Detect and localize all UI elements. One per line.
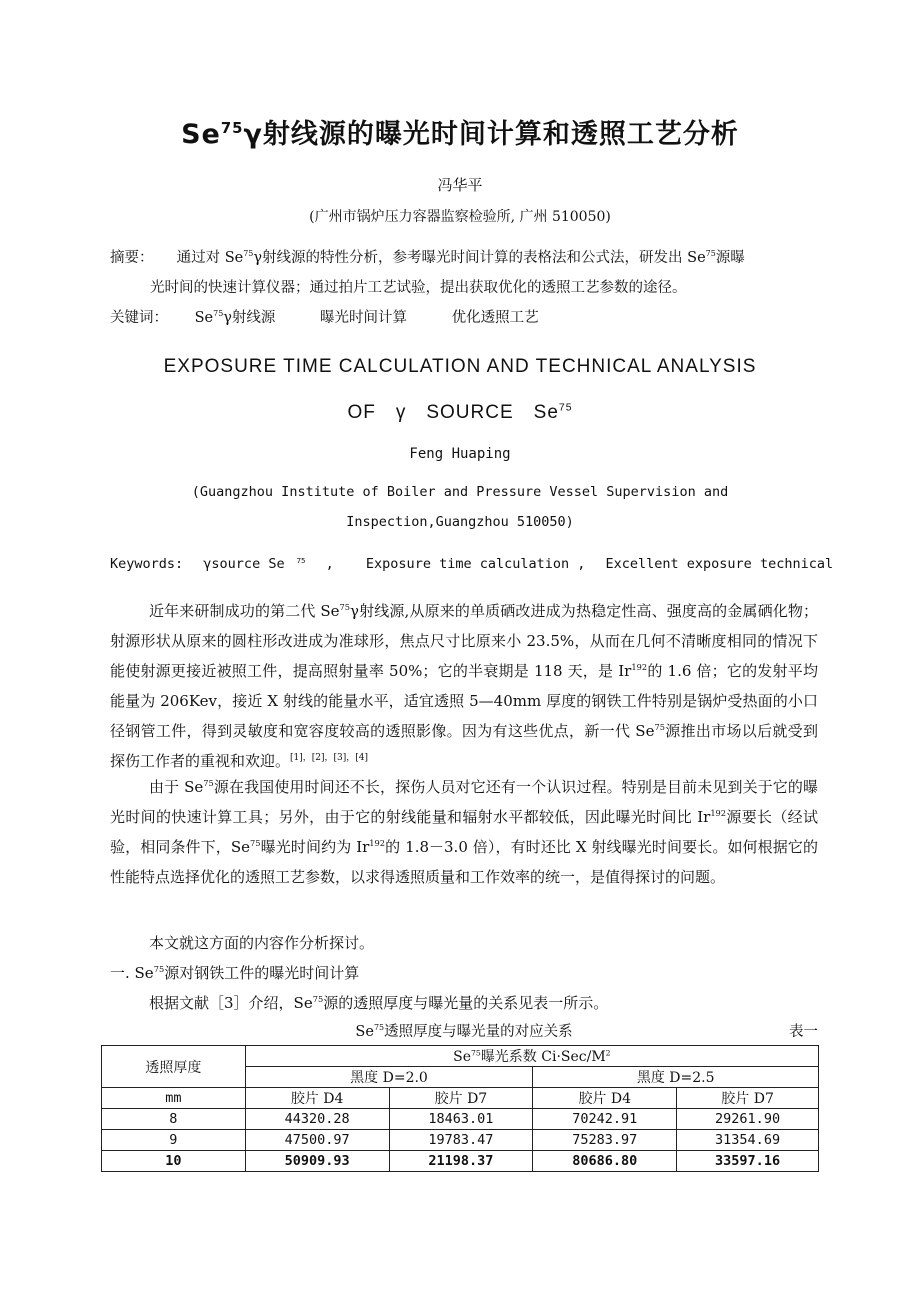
keyword-sup: 75 [213,309,224,319]
english-keyword-text: γsource Se [203,556,285,572]
paper-title [0,112,920,151]
header-film: 胶片 D7 [677,1088,819,1109]
paragraph-sup: 192 [710,808,727,818]
header-sup: 75 [471,1048,481,1058]
table-cell: 29261.90 [677,1109,819,1130]
header-film: 胶片 D7 [389,1088,533,1109]
paragraph-text: 源要长（经试验，相同条件下，Se [110,808,818,856]
abstract-sup: 75 [705,249,716,259]
english-keyword-3: Excellent exposure technical [605,556,834,572]
paragraph-1 [110,596,818,776]
abstract-text: 源曝 [715,250,745,266]
paragraph-sup: 75 [339,602,351,612]
abstract-line-2: 光时间的快速计算仪器；通过拍片工艺试验，提出获取优化的透照工艺参数的途径。 [150,280,687,296]
table-cell: 80686.80 [533,1151,677,1172]
english-keywords [110,555,834,572]
table-cell: 33597.16 [677,1151,819,1172]
heading-sup: 75 [153,964,165,974]
paragraph-sup: 75 [654,722,665,732]
english-affiliation-2: Inspection,Guangzhou 510050) [346,514,574,530]
author: 冯华平 [437,176,483,194]
abstract-line-1 [110,246,820,267]
table-number: 表一 [789,1024,818,1040]
keyword-3: 优化透照工艺 [451,310,539,326]
keywords [110,306,820,327]
table-cell: 44320.28 [245,1109,389,1130]
heading-text: 源对钢铁工件的曝光时间计算 [164,964,360,982]
table-cell: 31354.69 [677,1130,819,1151]
table-cell: 18463.01 [389,1109,533,1130]
header-density-2-5: 黑度 D=2.5 [533,1067,819,1088]
caption-text: 透照厚度与曝光量的对应关系 [384,1024,573,1040]
paragraph-text: 的 1.6 倍；它的发射平均能量为 206Kev，接近 X 射线的能量水平，适宜透照 5—40mm 厚度的钢铁工件特别是锅炉受热面的小口径钢管工件，得到灵敏度和宽容度较高的透照影像。因为有这些优点，新一代 Se [110,662,818,740]
table-header-row [102,1088,819,1109]
paragraph-text: 源的透照厚度与曝光量的关系见表一所示。 [323,994,609,1012]
paragraph-sup: 192 [369,838,386,848]
paragraph-text: 源在我国使用时间还不长，探伤人员对它还有一个认识过程。特别是目前未见到关于它的曝光时间的快速计算工具；另外，由于它的射线能量和辐射水平都较低，因此曝光时间比 Ir [110,778,818,826]
paragraph-text: 近年来研制成功的第二代 Se [149,602,340,620]
caption-text: Se [355,1024,374,1040]
header-unit: mm [102,1088,246,1109]
english-keywords-label: Keywords: [110,556,184,572]
header-text: Se [453,1049,472,1065]
table-cell: 50909.93 [245,1151,389,1172]
english-keyword-1 [203,556,345,572]
keyword-text: γ射线源 [223,310,276,326]
table-row [102,1151,819,1172]
english-title-se: Se [533,402,559,423]
abstract-sup: 75 [243,249,254,259]
paragraph-text: 源推出市场以后就受到探伤工作者的重视和欢迎。 [110,722,818,770]
english-keyword-2: Exposure time calculation , [365,556,586,572]
paragraph-4 [110,988,818,1018]
keyword-text: Se [194,310,214,326]
paragraph-sup: 75 [250,838,261,848]
table-cell: 10 [102,1151,246,1172]
english-title-word: SOURCE [426,402,514,423]
header-sup: 2 [605,1048,611,1058]
table-cell: 70242.91 [533,1109,677,1130]
exposure-table [101,1045,819,1172]
table-cell: 75283.97 [533,1130,677,1151]
table-cell: 8 [102,1109,246,1130]
paragraph-text: 的 1.8－3.0 倍），有时还比 X 射线曝光时间要长。如何根据它的性能特点选择优化的透照工艺参数，以求得透照质量和工作效率的统一，是值得探讨的问题。 [110,838,818,886]
header-coefficient [245,1046,818,1067]
english-title-sup: 75 [558,402,573,414]
paragraph-text: 曝光时间约为 Ir [260,838,370,856]
paragraph-text: 由于 Se [149,778,204,796]
table-cell: 19783.47 [389,1130,533,1151]
table-row [102,1130,819,1151]
abstract-text: 通过对 Se [176,250,244,266]
header-film: 胶片 D4 [245,1088,389,1109]
header-text: 曝光系数 Ci·Sec/M [480,1049,606,1065]
paragraph-text: γ射线源,从原来的单质硒改进成为热稳定性高、强度高的金属硒化物；射源形状从原来的圆柱形改进成为准球形，焦点尺寸比原来小 23.5%，从而在几何不清晰度相同的情况下能使射源更接近被照工件，提高照射量率 50%；它的半衰期是 118 天，是 Ir [110,602,818,680]
header-thickness: 透照厚度 [102,1046,246,1088]
abstract-label: 摘要： [110,250,154,266]
keyword-1 [195,310,276,326]
abstract-text: γ射线源的特性分析，参考曝光时间计算的表格法和公式法，研发出 Se [253,250,706,266]
table-row [102,1109,819,1130]
paragraph-sup: 75 [312,994,324,1004]
header-density-2-0: 黑度 D=2.0 [245,1067,533,1088]
keywords-label: 关键词： [110,310,168,326]
english-author: Feng Huaping [409,446,511,462]
english-title-line-2 [0,402,920,424]
paragraph-text: 根据文献［3］介绍，Se [149,994,313,1012]
english-title-word [534,402,573,423]
table-cell: 47500.97 [245,1130,389,1151]
table-header-row [102,1046,819,1067]
english-keyword-sup: 75 [296,555,306,565]
affiliation: (广州市锅炉压力容器监察检验所, 广州 510050) [309,209,611,225]
english-affiliation-1: (Guangzhou Institute of Boiler and Pressure Vessel Supervision and [191,484,729,500]
paragraph-sup: 192 [631,662,648,672]
table-cell: 21198.37 [389,1151,533,1172]
paragraph-sup: 75 [203,778,214,788]
table-cell: 9 [102,1130,246,1151]
english-title-word: γ [395,402,407,423]
header-film: 胶片 D4 [533,1088,677,1109]
caption-sup: 75 [373,1023,385,1033]
paragraph-2 [110,772,818,892]
heading-text: 一. Se [110,964,154,982]
title-rest: γ射线源的曝光时间计算和透照工艺分析 [243,119,739,150]
english-keyword-text: , [325,556,334,572]
keyword-2: 曝光时间计算 [320,310,408,326]
reference-markers: [1]，[2]，[3]，[4] [290,753,369,763]
title-prefix: Se [181,119,221,150]
english-title-word: OF [347,402,376,423]
table-caption-title [110,1020,818,1041]
section-heading-1 [110,958,818,988]
paragraph-3: 本文就这方面的内容作分析探讨。 [149,934,375,952]
title-sup: 75 [220,119,244,137]
english-title-line-1: EXPOSURE TIME CALCULATION AND TECHNICAL ANALYSIS [163,356,757,377]
